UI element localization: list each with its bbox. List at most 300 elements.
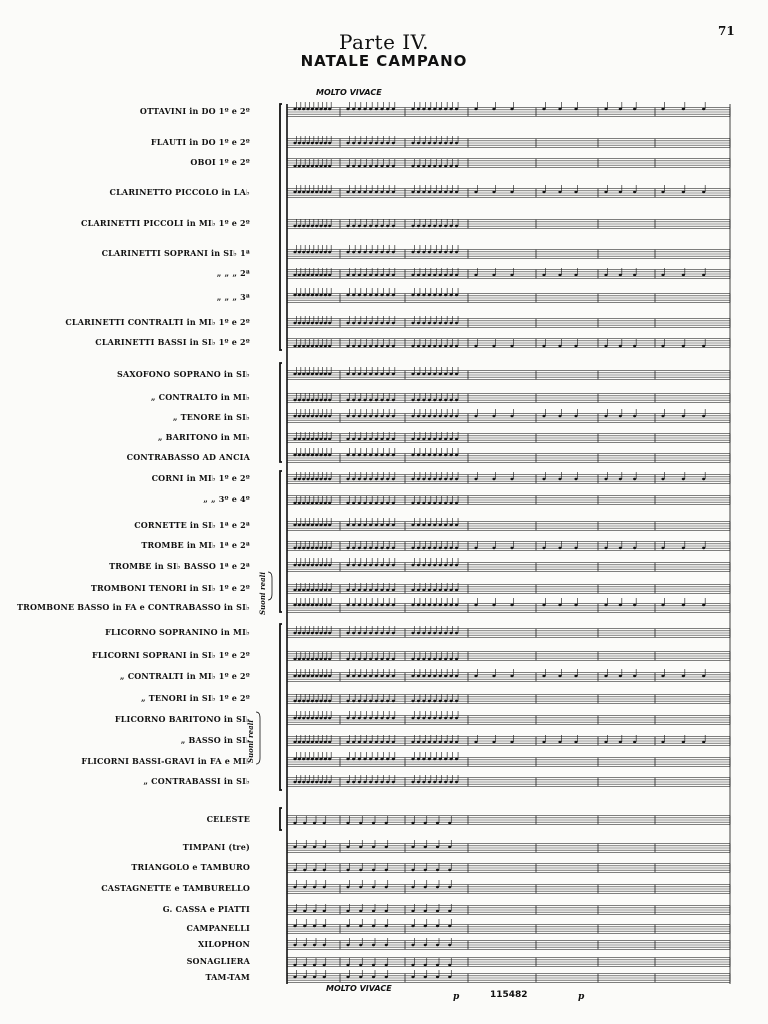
note-head [358, 165, 361, 167]
note-head [302, 108, 305, 110]
note-head [319, 415, 322, 417]
note-head [424, 910, 427, 912]
note-head [311, 142, 314, 144]
note-head [369, 502, 372, 504]
note-head [358, 547, 361, 549]
note-head [439, 322, 442, 324]
note-head [380, 632, 383, 634]
note-head [303, 886, 306, 888]
note-head [375, 781, 378, 783]
note-head [386, 438, 389, 440]
note-head [369, 274, 372, 276]
note-head [428, 781, 431, 783]
note-head [363, 547, 366, 549]
note-head [492, 478, 495, 480]
note-head [510, 108, 513, 110]
movement-title: NATALE CAMPANO [300, 52, 468, 70]
note-head [455, 700, 458, 702]
note-head [448, 976, 451, 978]
note-head [411, 191, 414, 193]
dynamic-marking-right: p [578, 992, 585, 1002]
note-head [323, 886, 326, 888]
note-head [359, 964, 362, 966]
note-head [293, 910, 296, 912]
note-head [328, 717, 331, 719]
note-head [346, 741, 349, 743]
note-head [474, 108, 477, 110]
note-head [324, 345, 327, 347]
note-head [313, 910, 316, 912]
note-head [369, 564, 372, 566]
note-head [358, 658, 361, 660]
note-head [302, 322, 305, 324]
instrument-label: „ CONTRALTI in MI♭ 1º e 2º [119, 671, 250, 681]
staff [287, 136, 730, 147]
note-head [315, 478, 318, 480]
note-head [363, 191, 366, 193]
note-head [392, 547, 395, 549]
note-head [298, 399, 301, 401]
note-head [455, 251, 458, 253]
note-head [346, 781, 349, 783]
note-head [311, 589, 314, 591]
note-head [428, 632, 431, 634]
note-head [411, 438, 414, 440]
instrument-label: CAMPANELLI [186, 923, 250, 933]
note-head [386, 658, 389, 660]
note-head [542, 741, 545, 743]
instrument-label: CORNETTE in SI♭ 1ª e 2ª [134, 520, 250, 530]
note-head [358, 741, 361, 743]
note-head [346, 717, 349, 719]
note-head [311, 564, 314, 566]
note-head [450, 589, 453, 591]
note-head [417, 547, 420, 549]
note-head [328, 165, 331, 167]
note-head [311, 373, 314, 375]
note-head [306, 589, 309, 591]
note-head [436, 869, 439, 871]
note-head [428, 373, 431, 375]
note-head [439, 700, 442, 702]
note-head [324, 108, 327, 110]
note-head [369, 589, 372, 591]
note-head [619, 274, 622, 276]
note-head [319, 524, 322, 526]
note-head [450, 225, 453, 227]
note-head [450, 373, 453, 375]
note-head [315, 142, 318, 144]
note-head [574, 415, 577, 417]
note-head [324, 658, 327, 660]
note-head [363, 589, 366, 591]
staff [287, 711, 730, 724]
staff [287, 432, 730, 442]
note-head [306, 415, 309, 417]
note-head [682, 415, 685, 417]
note-head [422, 717, 425, 719]
note-head [375, 675, 378, 677]
note-head [492, 604, 495, 606]
note-head [375, 700, 378, 702]
note-head [375, 604, 378, 606]
note-head [633, 741, 636, 743]
note-head [328, 758, 331, 760]
note-head [439, 251, 442, 253]
note-head [303, 846, 306, 848]
note-head [411, 345, 414, 347]
note-head [411, 700, 414, 702]
note-head [311, 502, 314, 504]
note-head [358, 502, 361, 504]
note-head [328, 700, 331, 702]
note-head [422, 322, 425, 324]
note-head [346, 191, 349, 193]
note-head [324, 165, 327, 167]
note-head [311, 294, 314, 296]
note-head [324, 191, 327, 193]
note-head [444, 191, 447, 193]
note-head [380, 700, 383, 702]
note-head [386, 547, 389, 549]
instrument-label: CLARINETTI PICCOLI in MI♭ 1º e 2º [81, 218, 250, 228]
note-head [328, 108, 331, 110]
note-head [313, 822, 316, 824]
note-head [298, 108, 301, 110]
note-head [411, 399, 414, 401]
instrument-label: TROMBONI TENORI in SI♭ 1º e 2º [90, 583, 250, 593]
note-head [417, 294, 420, 296]
note-head [574, 191, 577, 193]
note-head [392, 564, 395, 566]
note-head [450, 274, 453, 276]
bracket-suoni-reali [256, 712, 260, 764]
note-head [352, 108, 355, 110]
note-head [298, 294, 301, 296]
note-head [298, 345, 301, 347]
note-head [302, 758, 305, 760]
note-head [359, 822, 362, 824]
note-head [450, 191, 453, 193]
note-head [492, 108, 495, 110]
note-head [444, 524, 447, 526]
note-head [319, 225, 322, 227]
note-head [428, 142, 431, 144]
note-head [363, 658, 366, 660]
note-head [375, 632, 378, 634]
instrument-label: TIMPANI (tre) [182, 842, 250, 852]
note-head [298, 758, 301, 760]
staff [287, 518, 730, 530]
note-head [363, 675, 366, 677]
note-head [422, 142, 425, 144]
note-head [574, 547, 577, 549]
note-head [306, 108, 309, 110]
note-head [293, 589, 296, 591]
note-head [375, 322, 378, 324]
note-head [358, 345, 361, 347]
note-head [433, 142, 436, 144]
note-head [298, 191, 301, 193]
note-head [455, 165, 458, 167]
staff [287, 694, 730, 703]
note-head [433, 345, 436, 347]
note-head [306, 564, 309, 566]
note-head [319, 547, 322, 549]
note-head [444, 717, 447, 719]
staff [287, 316, 730, 327]
note-head [328, 658, 331, 660]
note-head [346, 675, 349, 677]
note-head [306, 191, 309, 193]
note-head [363, 524, 366, 526]
note-head [682, 108, 685, 110]
note-head [392, 502, 395, 504]
note-head [293, 741, 296, 743]
note-head [311, 225, 314, 227]
note-head [352, 589, 355, 591]
instrument-label: „ „ 3º e 4º [203, 494, 250, 504]
note-head [358, 700, 361, 702]
note-head [428, 604, 431, 606]
note-head [306, 700, 309, 702]
note-head [375, 589, 378, 591]
note-head [444, 108, 447, 110]
note-head [380, 564, 383, 566]
note-head [375, 438, 378, 440]
note-head [302, 165, 305, 167]
note-head [324, 225, 327, 227]
note-head [455, 604, 458, 606]
note-head [492, 191, 495, 193]
note-head [682, 345, 685, 347]
note-head [474, 415, 477, 417]
note-head [306, 294, 309, 296]
note-head [392, 632, 395, 634]
note-head [298, 547, 301, 549]
note-head [433, 658, 436, 660]
note-head [510, 345, 513, 347]
note-head [324, 251, 327, 253]
note-head [392, 589, 395, 591]
note-head [392, 454, 395, 456]
note-head [411, 741, 414, 743]
note-head [422, 373, 425, 375]
note-head [392, 274, 395, 276]
note-head [298, 658, 301, 660]
note-head [439, 454, 442, 456]
note-head [324, 399, 327, 401]
note-head [311, 700, 314, 702]
note-head [492, 274, 495, 276]
note-head [324, 564, 327, 566]
note-head [311, 675, 314, 677]
note-head [558, 108, 561, 110]
note-head [328, 547, 331, 549]
note-head [363, 502, 366, 504]
note-head [574, 741, 577, 743]
instrument-label: TROMBONE BASSO in FA e CONTRABASSO in SI♭ [16, 602, 250, 612]
note-head [358, 399, 361, 401]
note-head [369, 345, 372, 347]
note-head [293, 781, 296, 783]
note-head [542, 478, 545, 480]
note-head [702, 274, 705, 276]
note-head [359, 846, 362, 848]
note-head [346, 658, 349, 660]
note-head [417, 108, 420, 110]
note-head [385, 925, 388, 927]
note-head [323, 944, 326, 946]
note-head [542, 675, 545, 677]
note-head [298, 415, 301, 417]
note-head [450, 604, 453, 606]
note-head [328, 478, 331, 480]
note-head [661, 345, 664, 347]
note-head [352, 758, 355, 760]
note-head [439, 741, 442, 743]
note-head [455, 758, 458, 760]
note-head [619, 547, 622, 549]
note-head [346, 322, 349, 324]
note-head [352, 225, 355, 227]
note-head [474, 274, 477, 276]
note-head [444, 781, 447, 783]
note-head [328, 589, 331, 591]
instrument-label: XILOPHON [198, 939, 250, 949]
note-head [298, 454, 301, 456]
note-head [422, 700, 425, 702]
note-head [315, 758, 318, 760]
note-head [386, 322, 389, 324]
note-head [392, 438, 395, 440]
note-head [455, 438, 458, 440]
note-head [324, 589, 327, 591]
note-head [433, 191, 436, 193]
note-head [448, 846, 451, 848]
note-head [369, 294, 372, 296]
note-head [324, 675, 327, 677]
note-head [411, 886, 414, 888]
note-head [358, 373, 361, 375]
note-head [293, 886, 296, 888]
note-head [306, 165, 309, 167]
note-head [574, 604, 577, 606]
note-head [386, 142, 389, 144]
note-head [311, 274, 314, 276]
note-head [702, 191, 705, 193]
note-head [313, 886, 316, 888]
note-head [319, 632, 322, 634]
note-head [436, 944, 439, 946]
note-head [319, 675, 322, 677]
note-head [386, 675, 389, 677]
staff [287, 775, 730, 786]
note-head [422, 225, 425, 227]
note-head [302, 454, 305, 456]
note-head [293, 944, 296, 946]
instrument-label: TROMBE in SI♭ BASSO 1ª e 2ª [109, 561, 250, 571]
note-head [439, 478, 442, 480]
note-head [380, 589, 383, 591]
instrument-label: „ CONTRALTO in MI♭ [150, 392, 250, 402]
note-head [386, 700, 389, 702]
note-head [352, 438, 355, 440]
note-head [436, 822, 439, 824]
note-head [293, 564, 296, 566]
note-head [306, 345, 309, 347]
note-head [510, 191, 513, 193]
note-head [375, 454, 378, 456]
staff [287, 448, 730, 462]
note-head [363, 322, 366, 324]
note-head [542, 108, 545, 110]
note-head [433, 700, 436, 702]
note-head [439, 294, 442, 296]
note-head [411, 964, 414, 966]
note-head [411, 976, 414, 978]
note-head [293, 251, 296, 253]
note-head [380, 454, 383, 456]
note-head [302, 415, 305, 417]
note-head [439, 717, 442, 719]
note-head [392, 165, 395, 167]
note-head [352, 322, 355, 324]
note-head [369, 781, 372, 783]
note-head [542, 345, 545, 347]
note-head [319, 758, 322, 760]
note-head [436, 964, 439, 966]
note-head [293, 604, 296, 606]
note-head [428, 165, 431, 167]
note-head [319, 502, 322, 504]
note-head [428, 758, 431, 760]
note-head [682, 547, 685, 549]
note-head [358, 524, 361, 526]
note-head [455, 781, 458, 783]
note-head [359, 886, 362, 888]
note-head [319, 604, 322, 606]
note-head [369, 758, 372, 760]
note-head [303, 822, 306, 824]
note-head [444, 454, 447, 456]
note-head [324, 700, 327, 702]
note-head [392, 675, 395, 677]
note-head [411, 274, 414, 276]
note-head [444, 658, 447, 660]
note-head [386, 345, 389, 347]
note-head [422, 345, 425, 347]
note-head [386, 717, 389, 719]
note-head [474, 741, 477, 743]
note-head [424, 869, 427, 871]
note-head [328, 741, 331, 743]
note-head [633, 191, 636, 193]
note-head [346, 964, 349, 966]
note-head [428, 478, 431, 480]
note-head [444, 758, 447, 760]
note-head [422, 502, 425, 504]
note-head [293, 925, 296, 927]
note-head [474, 604, 477, 606]
note-head [315, 717, 318, 719]
staff [287, 558, 730, 571]
note-head [328, 675, 331, 677]
note-head [372, 869, 375, 871]
note-head [358, 589, 361, 591]
note-head [352, 700, 355, 702]
note-head [298, 438, 301, 440]
